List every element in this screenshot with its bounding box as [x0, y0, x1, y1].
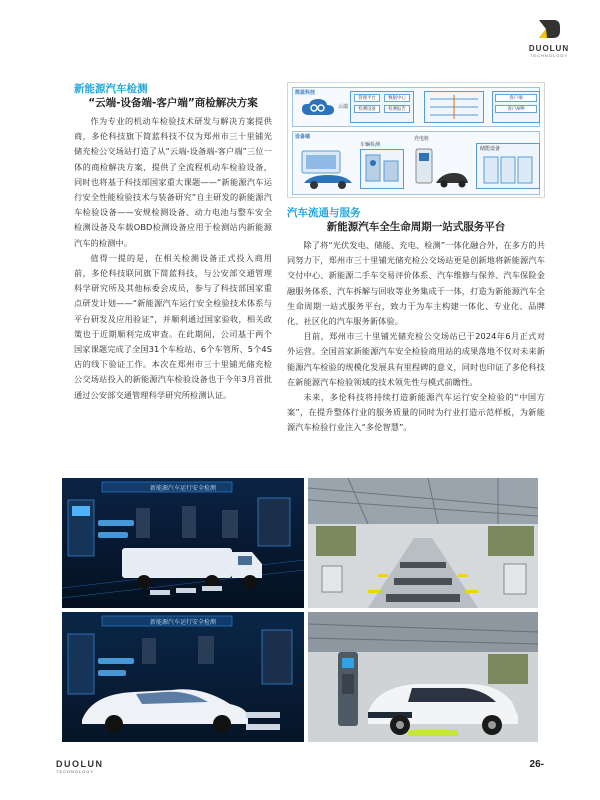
footer-logo: [56, 759, 104, 774]
brand-logo-sub: TECHNOLOGY: [529, 53, 568, 58]
network-lines-icon: [428, 93, 480, 121]
battery-car-icon: [298, 143, 358, 191]
storage-cabinet-icon: [482, 155, 534, 185]
right-section-title: 汽车流通与服务: [287, 207, 361, 219]
cloud-icon: [300, 97, 336, 119]
right-paragraph-3: 未来，多伦科技将持续打造新能源汽车运行安全检验的“中国方案”，在提升整体行业的服务质量的同时为行业打造示范样板，为新能源汽车检验行业注入“多伦智慧”。: [287, 392, 545, 433]
photo-grid: [62, 478, 538, 742]
diagram-chip-data: 数据中心: [384, 94, 410, 102]
diagram-label-brand: 简蓝科技: [295, 90, 316, 96]
test-equipment-icon: [364, 153, 400, 185]
photo-bottom-left-caption: 新能源汽车运行安全检测: [149, 619, 216, 626]
diagram-chip-app: 客户APP: [495, 105, 537, 113]
diagram-chip-report: 检测报告: [384, 105, 410, 113]
diagram-label-storage: 储能设备: [480, 146, 501, 152]
diagram-chip-detect: 检测设备: [354, 105, 380, 113]
footer-logo-sub: TECHNOLOGY: [56, 769, 95, 774]
photo-car-charging: [308, 612, 538, 742]
brand-logo: [524, 18, 574, 58]
photo-top-left-caption: 新能源汽车运行安全检测: [149, 485, 216, 492]
page-number: 26-: [529, 759, 544, 770]
brand-mark-icon: [536, 18, 562, 40]
right-subtitle: 新能源汽车全生命周期一站式服务平台: [326, 221, 506, 233]
photo-inspection-hall: [308, 478, 538, 608]
right-paragraph-2: 目前，郑州市三十里铺光储充检公交场站已于2024年6月正式对外运营。全国首家新能源汽车安全检验商用站的成果落地不仅对未来新能源汽车检验的规模化发展具有里程碑的意义，同时也印证了多伦科技在新能源汽车检验领域的技术领先性与模式前瞻性。: [287, 331, 545, 387]
left-paragraph-2: 值得一提的是，在相关检测设备正式投入商用前，多伦科技联同旗下简蓝科技，与公安部交通管理科学研究所及其他标委会成员，参与了科技部国家重点研发计划——“新能源汽车运行安全检验技术体系与平台研发及应用验证”，并顺利通过国家验收，相关政策也于近期顺利完成审查。在此期间，公司基于两个国家课题完成了全国31个车检站、6个车管所、5个4S店的线下验证工作。本次在郑州市三十里铺光储充检公交场站投入的新能源汽车检验设备也于今年3月首批通过公安部交通管理科学研究所检测认证。: [74, 252, 272, 400]
brand-logo-text: DUOLUN: [528, 44, 570, 53]
diagram-label-charger: 充电桩: [414, 136, 430, 142]
left-column: [74, 82, 272, 403]
right-column: [287, 82, 545, 436]
diagram-label-cloud: 云端: [338, 104, 349, 110]
footer-logo-text: DUOLUN: [56, 759, 104, 769]
left-subtitle: “云端-设备端-客户端”商检解决方案: [88, 97, 258, 109]
diagram-label-vehicle: 车辆检测: [360, 142, 381, 148]
photo-truck-test-render: [62, 478, 304, 608]
diagram-label-device: 设备端: [295, 134, 311, 140]
left-paragraph-1: 作为专业的机动车检验技术研发与解决方案提供商，多伦科技旗下简蓝科技不仅为郑州市三十里铺光储充检公交场站打造了从“云端-设备端-客户端”三位一体的商检解决方案，提供了全流程机动车检验设备，同时也将基于科技部国家重大课题——“新能源汽车运行安全性能检验技术与装备研究”自主研发的新能源汽车检验设备——安规检测设备、动力电池与整车安全检测设备及车载OBD检测设备应用于检测站内新能源汽车的检测中。: [74, 116, 272, 248]
left-section-title: 新能源汽车检测: [74, 83, 148, 95]
architecture-diagram: [287, 82, 545, 198]
photo-car-test-render: [62, 612, 304, 742]
right-paragraph-1: 除了将“光伏发电、储能、充电、检测”一体化融合外，在多方的共同努力下，郑州市三十里铺光储充检公交场站更是创新地将新能源汽车交付中心、新能源二手车交易评价体系、汽车维修与保养、汽车保险金融服务体系、汽车拆解与回收等业务集成于一体，打造为新能源汽车全生命周期一站式服务平台，致力于为车主构建一体化、专业化、品牌化、社区化的汽车服务新体验。: [287, 240, 545, 327]
diagram-chip-client: 客户端: [495, 94, 537, 102]
charging-station-icon: [410, 143, 470, 191]
diagram-chip-platform: 管理平台: [354, 94, 380, 102]
